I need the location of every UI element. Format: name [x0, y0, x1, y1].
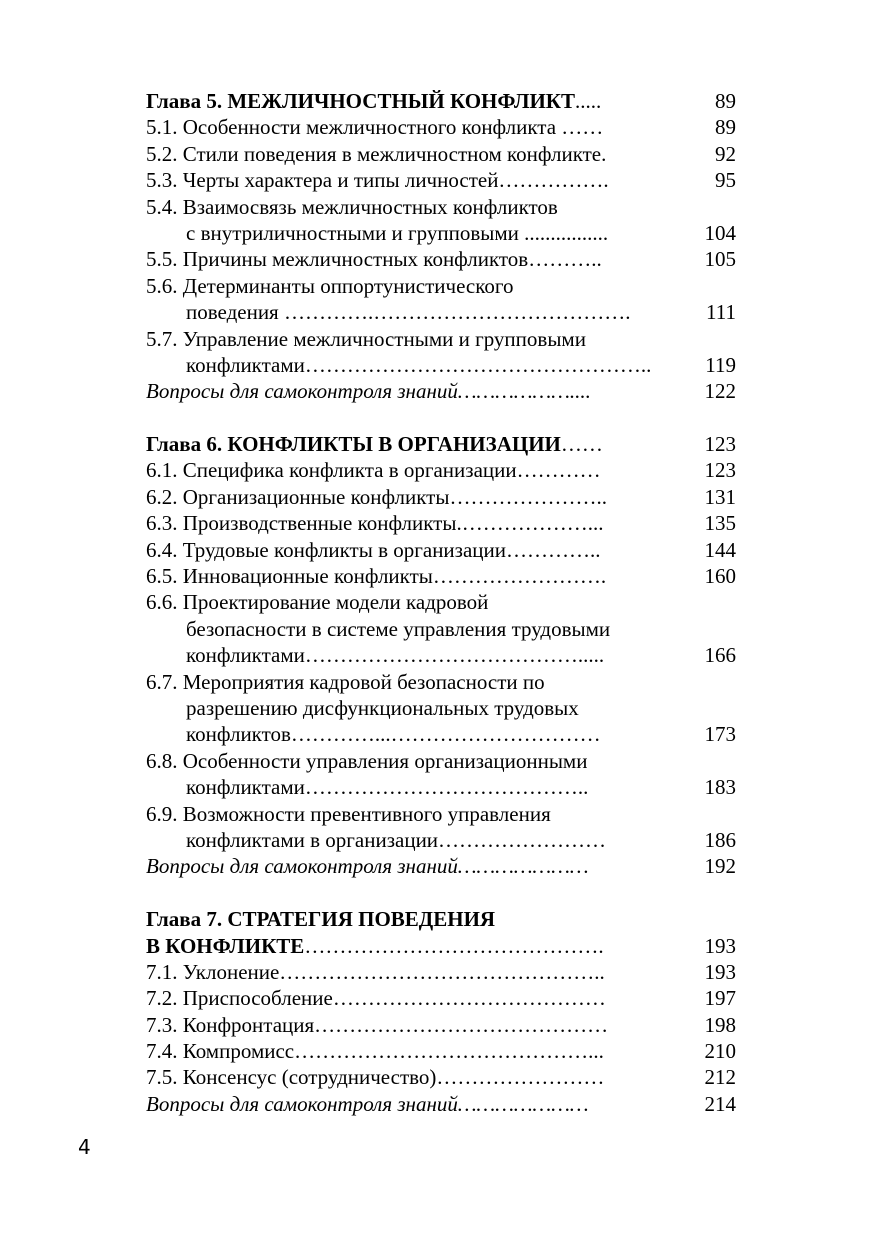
- toc-entry-page: 183: [704, 775, 736, 800]
- toc-entry-page: 105: [704, 247, 736, 272]
- toc-entry-title: [146, 801, 551, 827]
- toc-entry-text: Вопросы для самоконтроля знаний………………....: [146, 379, 591, 404]
- toc-entry-title: [186, 220, 608, 246]
- toc-entry-text: 6.5. Инновационные конфликты…………………….: [146, 564, 607, 589]
- toc-entry-title: [146, 378, 591, 404]
- toc-entry-leader: ……: [560, 432, 603, 457]
- toc-entry-text: 6.8. Особенности управления организационными: [146, 748, 588, 773]
- toc-entry-page: 95: [715, 168, 736, 193]
- toc-entry-text: конфликтами в организации……………………: [186, 827, 607, 852]
- toc-entry-title: [146, 589, 488, 615]
- toc-entry: [146, 774, 746, 800]
- toc-entry: [146, 642, 746, 668]
- toc-entry-leader: .....: [575, 89, 602, 113]
- toc-entry-text: 5.3. Черты характера и типы личностей…………….: [146, 168, 609, 193]
- toc-entry: [146, 985, 746, 1011]
- toc-entry-text: 5.4. Взаимосвязь межличностных конфликтов: [146, 194, 558, 219]
- toc-entry: [146, 167, 746, 193]
- toc-entry-text: конфликтами………………………………….....: [186, 643, 605, 668]
- toc-entry-page: 186: [704, 827, 736, 852]
- toc-entry-page: 123: [704, 458, 736, 483]
- toc-entry: [146, 1038, 746, 1064]
- toc-entry-page: 131: [704, 484, 736, 509]
- toc-entry: [146, 378, 746, 404]
- toc-entry-page: 123: [704, 432, 736, 457]
- toc-entry-title: [186, 695, 579, 721]
- toc-entry-title: [146, 273, 513, 299]
- toc-entry: [146, 1091, 746, 1117]
- toc-entry-title: [146, 985, 606, 1011]
- toc-entry: [146, 326, 746, 352]
- toc-entry-text: Глава 5. МЕЖЛИЧНОСТНЫЙ КОНФЛИКТ: [146, 89, 576, 113]
- toc-entry: [146, 748, 746, 774]
- toc-entry-text: конфликтов…………...…………………………: [186, 722, 601, 747]
- toc-entry-text: 5.2. Стили поведения в межличностном конфликте.: [146, 141, 607, 166]
- toc-entry: [146, 431, 746, 457]
- toc-entry: [146, 114, 746, 140]
- toc-entry: [146, 220, 746, 246]
- toc-entry-text: Глава 7. СТРАТЕГИЯ ПОВЕДЕНИЯ: [146, 907, 496, 932]
- toc-entry: [146, 959, 746, 985]
- toc-entry-page: 198: [704, 1012, 736, 1037]
- toc-entry: [146, 537, 746, 563]
- toc-entry-page: 193: [704, 933, 736, 958]
- section-gap: [146, 405, 746, 431]
- toc-entry: [146, 457, 746, 483]
- toc-entry: [146, 352, 746, 378]
- toc-entry-page: 111: [706, 300, 736, 325]
- toc-entry-leader: …………………………………….: [304, 933, 604, 958]
- toc-entry: [146, 563, 746, 589]
- toc-entry: [146, 721, 746, 747]
- toc-entry-page: 135: [704, 511, 736, 536]
- toc-entry-text: 5.1. Особенности межличностного конфликта ……: [146, 115, 604, 140]
- toc-entry-page: 104: [704, 220, 736, 245]
- toc-entry-title: [186, 616, 610, 642]
- page-number: 4: [78, 1135, 91, 1159]
- toc-entry: [146, 906, 746, 932]
- toc-entry-text: 7.2. Приспособление…………………………………: [146, 986, 606, 1011]
- toc-entry-title: [146, 457, 601, 483]
- toc-entry-page: 192: [704, 854, 736, 879]
- toc-entry-text: Вопросы для самоконтроля знаний…………………: [146, 854, 589, 879]
- toc-entry-title: [146, 933, 604, 959]
- toc-entry-title: [146, 194, 558, 220]
- toc-entry-text: 6.7. Мероприятия кадровой безопасности по: [146, 669, 545, 694]
- toc-entry-title: [146, 484, 607, 510]
- toc-entry-title: [186, 352, 651, 378]
- toc-entry-title: [146, 326, 586, 352]
- toc-entry-title: [146, 563, 606, 589]
- toc-entry-title: [146, 537, 601, 563]
- toc-entry-title: [146, 167, 609, 193]
- toc-entry-page: 214: [704, 1091, 736, 1116]
- toc-entry: [146, 484, 746, 510]
- toc-entry-page: 193: [704, 959, 736, 984]
- toc-entry-text: 5.7. Управление межличностными и групповыми: [146, 326, 586, 351]
- toc-entry-title: [146, 88, 601, 114]
- toc-entry-title: [186, 642, 604, 668]
- toc-entry-text: 6.4. Трудовые конфликты в организации…………..: [146, 537, 601, 562]
- toc-entry-title: [146, 853, 589, 879]
- toc-entry-page: 89: [715, 115, 736, 140]
- toc-entry-title: [146, 1091, 589, 1117]
- toc-entry-title: [186, 299, 630, 325]
- toc-entry: [146, 299, 746, 325]
- toc-entry-title: [146, 959, 605, 985]
- section-gap: [146, 880, 746, 906]
- toc-entry: [146, 695, 746, 721]
- toc-entry-title: [186, 827, 606, 853]
- toc-entry: [146, 141, 746, 167]
- toc-entry-page: 173: [704, 722, 736, 747]
- toc-entry: [146, 933, 746, 959]
- toc-entry-title: [186, 774, 588, 800]
- toc-entry-text: 6.6. Проектирование модели кадровой: [146, 590, 489, 615]
- toc-entry: [146, 1064, 746, 1090]
- toc-entry: [146, 1012, 746, 1038]
- toc-entry-text: 7.4. Компромисс……………………………………...: [146, 1039, 604, 1064]
- toc-entry-page: 89: [715, 89, 736, 113]
- toc-entry-page: 166: [704, 643, 736, 668]
- toc-entry-text: В КОНФЛИКТЕ: [146, 933, 305, 958]
- toc-entry-title: [146, 431, 603, 457]
- toc-entry: [146, 801, 746, 827]
- toc-entry-page: 122: [704, 379, 736, 404]
- toc-entry-text: конфликтами…………………………………………..: [186, 352, 652, 377]
- toc-entry-text: 5.6. Детерминанты оппортунистического: [146, 273, 514, 298]
- toc-entry-title: [146, 141, 606, 167]
- toc-entry-page: 210: [704, 1039, 736, 1064]
- toc-entry: [146, 88, 746, 114]
- toc-entry-text: 7.3. Конфронтация……………………………………: [146, 1012, 609, 1037]
- toc-entry-title: [146, 114, 603, 140]
- toc-entry: [146, 616, 746, 642]
- toc-entry-text: 7.1. Уклонение………………………………………..: [146, 959, 605, 984]
- toc-entry-text: безопасности в системе управления трудовыми: [186, 616, 611, 641]
- toc-entry-text: 6.1. Специфика конфликта в организации…………: [146, 458, 601, 483]
- toc-entry-page: 92: [715, 141, 736, 166]
- toc-entry-title: [146, 906, 495, 932]
- toc-entry: [146, 194, 746, 220]
- toc-entry-text: 7.5. Консенсус (сотрудничество)……………………: [146, 1065, 605, 1090]
- toc-entry-text: Вопросы для самоконтроля знаний…………………: [146, 1091, 589, 1116]
- toc-entry-text: с внутриличностными и групповыми ................: [186, 220, 609, 245]
- toc-entry-text: 5.5. Причины межличностных конфликтов………..: [146, 247, 602, 272]
- toc-entry-title: [146, 246, 602, 272]
- toc-entry-text: конфликтами…………………………………..: [186, 775, 589, 800]
- toc-entry: [146, 827, 746, 853]
- toc-entry-text: поведения ………….……………………………….: [186, 300, 631, 325]
- toc-entry-title: [146, 748, 587, 774]
- toc-entry-text: 6.9. Возможности превентивного управления: [146, 801, 551, 826]
- toc-entry-title: [146, 1064, 604, 1090]
- toc-entry: [146, 853, 746, 879]
- toc-entry-title: [186, 721, 601, 747]
- toc-entry: [146, 273, 746, 299]
- toc-entry: [146, 510, 746, 536]
- toc-entry-page: 144: [704, 537, 736, 562]
- toc-entry-text: Глава 6. КОНФЛИКТЫ В ОРГАНИЗАЦИИ: [146, 432, 561, 457]
- toc-entry: [146, 246, 746, 272]
- toc-entry-title: [146, 510, 603, 536]
- toc-entry-title: [146, 1038, 604, 1064]
- toc-entry-page: 212: [704, 1065, 736, 1090]
- toc-entry-text: 6.3. Производственные конфликты.………………...: [146, 511, 604, 536]
- table-of-contents: [146, 88, 746, 1117]
- toc-entry-page: 119: [705, 352, 736, 377]
- toc-entry-page: 160: [704, 564, 736, 589]
- toc-entry-page: 197: [704, 986, 736, 1011]
- toc-entry-title: [146, 1012, 608, 1038]
- toc-entry: [146, 669, 746, 695]
- toc-entry: [146, 589, 746, 615]
- toc-entry-text: разрешению дисфункциональных трудовых: [186, 695, 579, 720]
- toc-entry-title: [146, 669, 545, 695]
- toc-entry-text: 6.2. Организационные конфликты…………………..: [146, 484, 607, 509]
